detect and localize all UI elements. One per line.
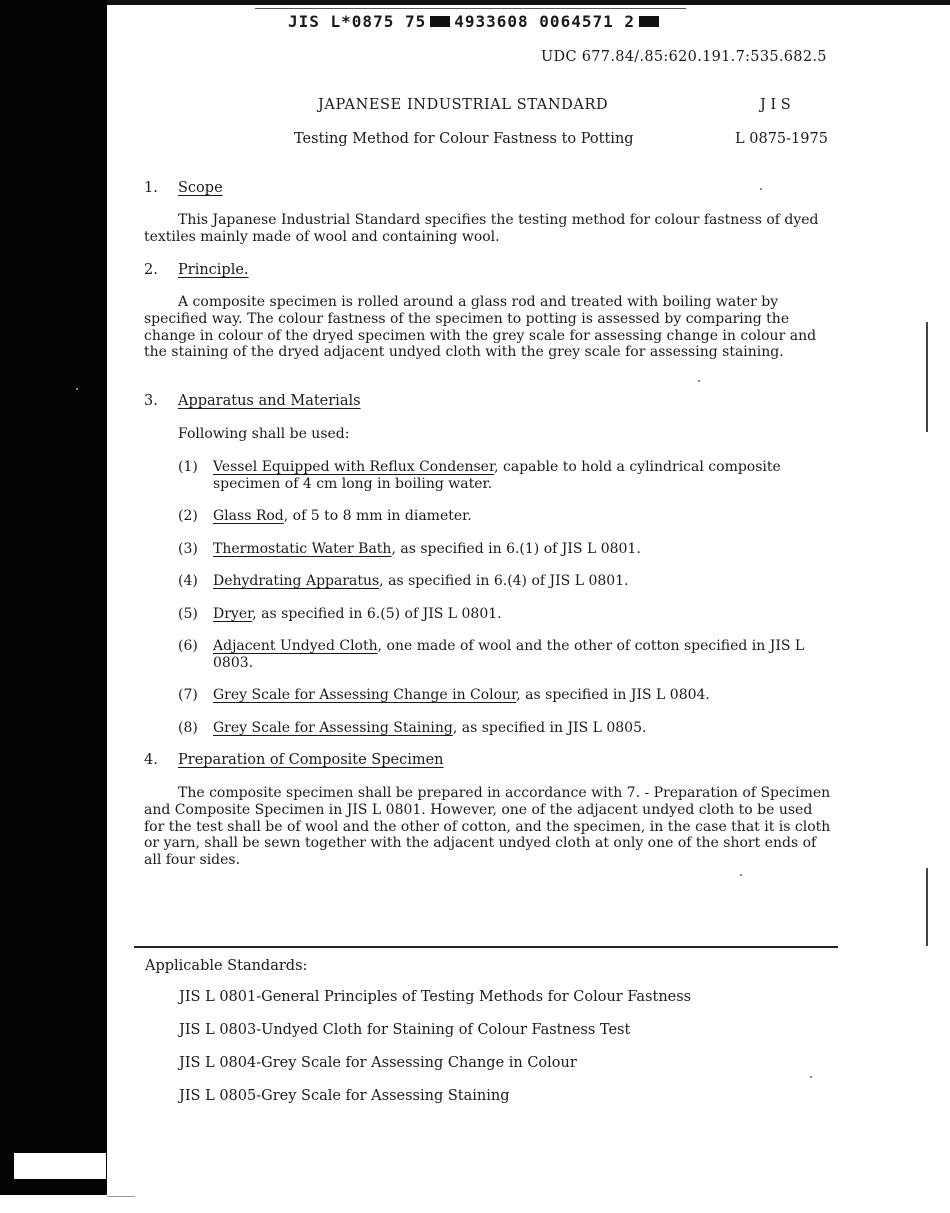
scan-white-patch	[14, 1153, 106, 1179]
item-description: , as specified in JIS L 0804.	[516, 687, 710, 703]
section-4-text: The composite specimen shall be prepared in accordance with 7. - Preparation of Specimen and Composite Specimen in JIS L 0801. However, one of the adjacent undyed cloth to be used for the test shall be of wool and the other of cotton, and the specimen, in the case that it is cloth or yarn, shall be sewn together with the adjacent undyed cloth at only one of the short ends of all four sides.	[144, 785, 831, 869]
document-title: Testing Method for Colour Fastness to Potting	[294, 131, 634, 147]
document-code-line	[288, 12, 663, 31]
standard-name: JAPANESE INDUSTRIAL STANDARD	[318, 97, 609, 113]
redaction-block	[430, 16, 450, 27]
section-4-number: 4.	[144, 752, 158, 768]
item-name: Adjacent Undyed Cloth	[213, 638, 378, 654]
scan-speck	[810, 1076, 812, 1078]
scan-right-edge	[926, 868, 928, 946]
item-name: Thermostatic Water Bath	[213, 541, 392, 557]
apparatus-item	[178, 720, 838, 737]
item-number: (7)	[178, 687, 198, 703]
item-number: (4)	[178, 573, 198, 589]
section-3-intro: Following shall be used:	[178, 426, 350, 442]
scan-top-border	[107, 0, 950, 5]
item-description: , as specified in 6.(5) of JIS L 0801.	[252, 606, 502, 622]
item-number: (2)	[178, 508, 198, 524]
scan-black-border	[0, 0, 107, 1195]
document-code-part2: 4933608 0064571 2	[454, 12, 635, 31]
item-description: , capable to hold a cylindrical composite specimen of 4 cm long in boiling water.	[213, 459, 781, 492]
jis-label: J I S	[760, 97, 791, 113]
document-number: L 0875-1975	[735, 131, 828, 147]
apparatus-item	[178, 459, 838, 492]
scan-speck	[740, 874, 742, 876]
item-description: , as specified in 6.(4) of JIS L 0801.	[379, 573, 629, 589]
document-code-part1: JIS L*0875 75	[288, 12, 427, 31]
section-2-heading: Principle.	[178, 262, 249, 278]
apparatus-item	[178, 541, 838, 558]
scan-speck	[76, 388, 78, 390]
item-number: (1)	[178, 459, 198, 475]
section-4-heading: Preparation of Composite Specimen	[178, 752, 444, 768]
item-description: , as specified in JIS L 0805.	[452, 720, 647, 736]
redaction-block	[639, 16, 659, 27]
apparatus-item	[178, 606, 838, 623]
item-number: (5)	[178, 606, 198, 622]
section-3-number: 3.	[144, 393, 158, 409]
item-name: Grey Scale for Assessing Staining	[213, 720, 453, 736]
section-2-number: 2.	[144, 262, 158, 278]
item-description: , one made of wool and the other of cotton specified in JIS L 0803.	[213, 638, 805, 671]
applicable-standards-heading: Applicable Standards:	[145, 958, 308, 974]
applicable-standard-item: JIS L 0801-General Principles of Testing Methods for Colour Fastness	[179, 989, 692, 1005]
header-rule	[255, 8, 686, 9]
item-name: Glass Rod	[213, 508, 284, 524]
item-name: Vessel Equipped with Reflux Condenser	[213, 459, 495, 475]
item-name: Dehydrating Apparatus	[213, 573, 380, 589]
item-name: Grey Scale for Assessing Change in Colour	[213, 687, 517, 703]
apparatus-item	[178, 638, 838, 671]
section-3-heading: Apparatus and Materials	[178, 393, 361, 409]
section-2-text: A composite specimen is rolled around a glass rod and treated with boiling water by specified way. The colour fastness of the specimen to potting is assessed by comparing the change in colour of the dryed specimen with the grey scale for assessing change in colour and the staining of the dryed adjacent undyed cloth with the grey scale for assessing staining.	[144, 294, 817, 361]
apparatus-item	[178, 573, 838, 590]
applicable-standard-item: JIS L 0803-Undyed Cloth for Staining of Colour Fastness Test	[179, 1022, 631, 1038]
scan-right-edge	[926, 322, 928, 432]
footnote-divider	[134, 946, 838, 948]
apparatus-item	[178, 687, 838, 704]
item-description: , of 5 to 8 mm in diameter.	[283, 508, 472, 524]
section-1-heading: Scope	[178, 180, 223, 196]
item-number: (6)	[178, 638, 198, 654]
applicable-standard-item: JIS L 0805-Grey Scale for Assessing Staining	[179, 1088, 510, 1104]
scan-speck	[760, 188, 762, 190]
section-1-number: 1.	[144, 180, 158, 196]
item-number: (3)	[178, 541, 198, 557]
scan-speck	[698, 380, 700, 382]
scan-edge-line	[107, 1196, 135, 1197]
item-number: (8)	[178, 720, 198, 736]
apparatus-item	[178, 508, 838, 525]
udc-code: UDC 677.84/.85:620.191.7:535.682.5	[541, 49, 827, 65]
item-name: Dryer	[213, 606, 253, 622]
applicable-standard-item: JIS L 0804-Grey Scale for Assessing Change in Colour	[179, 1055, 577, 1071]
item-description: , as specified in 6.(1) of JIS L 0801.	[391, 541, 641, 557]
section-1-text: This Japanese Industrial Standard specifies the testing method for colour fastness of dyed textiles mainly made of wool and containing wool.	[144, 212, 819, 245]
